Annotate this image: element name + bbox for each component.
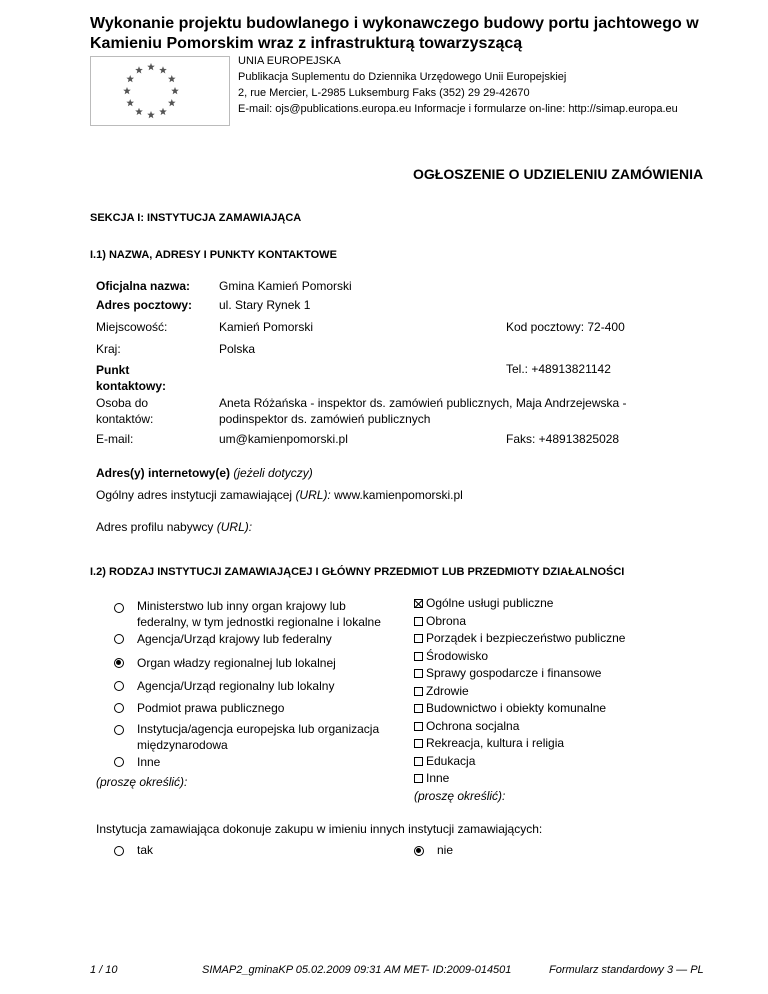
activity-item[interactable]: [414, 630, 625, 648]
radio-icon[interactable]: [114, 634, 124, 644]
activity-label: Ogólne usługi publiczne: [426, 596, 554, 610]
section-1-heading: SEKCJA I: INSTYTUCJA ZAMAWIAJĄCA: [90, 212, 302, 224]
radio-icon[interactable]: [114, 846, 124, 856]
section-1-1-heading: I.1) NAZWA, ADRESY I PUNKTY KONTAKTOWE: [90, 249, 337, 261]
eu-line-1: UNIA EUROPEJSKA: [238, 55, 341, 67]
contact-point-label: Punkt kontaktowy:: [96, 363, 167, 393]
on-behalf-yes-label: tak: [137, 843, 154, 857]
star-icon: [135, 108, 143, 115]
general-url-tag: (URL):: [295, 488, 331, 502]
country-label: Kraj:: [96, 342, 121, 356]
checkbox-icon[interactable]: [414, 687, 423, 696]
eu-line-2: Publikacja Suplementu do Dziennika Urzędowego Unii Europejskiej: [238, 71, 567, 83]
internet-heading-text: Adres(y) internetowy(e): [96, 466, 231, 480]
activity-label: Porządek i bezpieczeństwo publiczne: [426, 631, 626, 645]
checkbox-icon[interactable]: [414, 634, 423, 643]
document-id: SIMAP2_gminaKP 05.02.2009 09:31 AM MET- ID:2009-014501: [202, 964, 512, 976]
buyer-url-tag: (URL):: [216, 520, 253, 534]
checkbox-icon[interactable]: [414, 757, 423, 766]
activity-label: Budownictwo i obiekty komunalne: [426, 701, 607, 715]
star-icon: [168, 75, 176, 82]
authority-type-label: Agencja/Urząd krajowy lub federalny: [137, 632, 332, 646]
notice-heading: OGŁOSZENIE O UDZIELENIU ZAMÓWIENIA: [413, 166, 704, 182]
activity-item[interactable]: [414, 665, 625, 683]
page-number: 1 / 10: [90, 964, 118, 976]
checkbox-icon[interactable]: [414, 617, 423, 626]
general-url-value[interactable]: www.kamienpomorski.pl: [334, 488, 463, 502]
activities-list: [414, 595, 625, 804]
activity-label: Obrona: [426, 613, 467, 628]
city-value: Kamień Pomorski: [219, 320, 314, 334]
checkbox-icon[interactable]: [414, 774, 423, 783]
email-value[interactable]: um@kamienpomorski.pl: [219, 432, 348, 446]
star-icon: [126, 75, 134, 82]
postal-address-value: ul. Stary Rynek 1: [219, 298, 311, 312]
postal-address-label: Adres pocztowy:: [96, 298, 193, 312]
email-label: E-mail:: [96, 432, 134, 446]
country-value: Polska: [219, 342, 256, 356]
star-icon: [135, 66, 143, 73]
activity-item[interactable]: [414, 683, 625, 701]
eu-line-4: E-mail: ojs@publications.europa.eu Informacje i formularze on-line: http://simap.europa.eu: [238, 103, 678, 115]
contact-person-value: Aneta Różańska - inspektor ds. zamówień publicznych, Maja Andrzejewska - podinspektor ds. zamówień publicznych: [219, 396, 627, 426]
contact-person-label: Osoba do kontaktów:: [96, 396, 154, 426]
activity-label: Rekreacja, kultura i religia: [426, 736, 565, 750]
on-behalf-no-label: nie: [437, 843, 454, 857]
please-specify-left: (proszę określić):: [96, 775, 188, 789]
authority-type-label: Agencja/Urząd regionalny lub lokalny: [137, 679, 335, 693]
activity-item[interactable]: [414, 718, 625, 736]
radio-icon[interactable]: [114, 725, 124, 735]
star-icon: [171, 87, 179, 94]
authority-type-label: Organ władzy regionalnej lub lokalnej: [137, 656, 336, 670]
radio-icon[interactable]: [114, 757, 124, 767]
star-icon: [126, 99, 134, 106]
eu-publisher-block: [238, 53, 678, 117]
official-name-label: Oficjalna nazwa:: [96, 279, 191, 293]
buyer-profile-label: Adres profilu nabywcy: [96, 520, 214, 534]
activity-item[interactable]: [414, 595, 625, 613]
checkbox-icon[interactable]: [414, 739, 423, 748]
authority-type-label: Instytucja/agencja europejska lub organizacja międzynarodowa: [137, 722, 380, 752]
star-icon: [147, 63, 155, 70]
official-name-value: Gmina Kamień Pomorski: [219, 279, 352, 293]
activity-label: Sprawy gospodarcze i finansowe: [426, 666, 602, 680]
radio-icon[interactable]: [114, 703, 124, 713]
radio-icon[interactable]: [114, 603, 124, 613]
eu-line-3: 2, rue Mercier, L-2985 Luksemburg Faks (352) 29 29-42670: [238, 87, 530, 99]
eu-flag-logo: [90, 56, 230, 126]
activity-item[interactable]: [414, 613, 625, 631]
activity-item[interactable]: [414, 770, 625, 788]
radio-selected-icon[interactable]: [114, 658, 124, 668]
authority-type-label: Ministerstwo lub inny organ krajowy lub federalny, w tym jednostki regionalne i lokalne: [137, 599, 381, 629]
tel-value: Tel.: +48913821142: [506, 362, 611, 376]
city-label: Miejscowość:: [96, 320, 168, 334]
activity-label: Inne: [426, 771, 450, 785]
activity-label: Zdrowie: [426, 683, 469, 698]
section-1-2-heading: I.2) RODZAJ INSTYTUCJI ZAMAWIAJĄCEJ I GŁÓWNY PRZEDMIOT LUB PRZEDMIOTY DZIAŁALNOŚCI: [90, 566, 625, 578]
checkbox-icon[interactable]: [414, 704, 423, 713]
activity-item[interactable]: [414, 735, 625, 753]
activity-label: Środowisko: [426, 648, 489, 663]
star-icon: [168, 99, 176, 106]
please-specify-right: (proszę określić):: [414, 788, 506, 803]
authority-type-label: Podmiot prawa publicznego: [137, 701, 285, 715]
checkbox-icon[interactable]: [414, 652, 423, 661]
activity-label: Edukacja: [426, 753, 476, 768]
document-title: Wykonanie projektu budowlanego i wykonawczego budowy portu jachtowego w Kamieniu Pomorskim wraz z infrastrukturą towarzyszącą: [90, 15, 699, 52]
star-icon: [123, 87, 131, 94]
star-icon: [159, 108, 167, 115]
radio-icon[interactable]: [114, 681, 124, 691]
activity-item[interactable]: [414, 753, 625, 771]
postcode-value: Kod pocztowy: 72-400: [506, 320, 625, 334]
general-address-label: Ogólny adres instytucji zamawiającej: [96, 488, 293, 502]
star-icon: [159, 66, 167, 73]
form-name: Formularz standardowy 3 — PL: [549, 964, 704, 976]
fax-value: Faks: +48913825028: [506, 432, 620, 446]
general-address-line: [96, 488, 463, 502]
activity-label: Ochrona socjalna: [426, 718, 520, 733]
checkbox-icon[interactable]: [414, 722, 423, 731]
checkbox-icon[interactable]: [414, 669, 423, 678]
radio-selected-icon[interactable]: [414, 846, 424, 856]
eu-stars-icon: [91, 57, 229, 125]
activity-item[interactable]: [414, 700, 625, 718]
buyer-profile-line: [96, 520, 252, 534]
on-behalf-question: Instytucja zamawiająca dokonuje zakupu w imieniu innych instytucji zamawiających:: [96, 822, 543, 836]
checkbox-checked-icon[interactable]: [414, 599, 423, 608]
authority-type-label: Inne: [137, 755, 161, 769]
star-icon: [147, 111, 155, 118]
activity-item[interactable]: [414, 648, 625, 666]
internet-heading-note: (jeżeli dotyczy): [233, 466, 313, 480]
internet-heading: [96, 466, 313, 480]
